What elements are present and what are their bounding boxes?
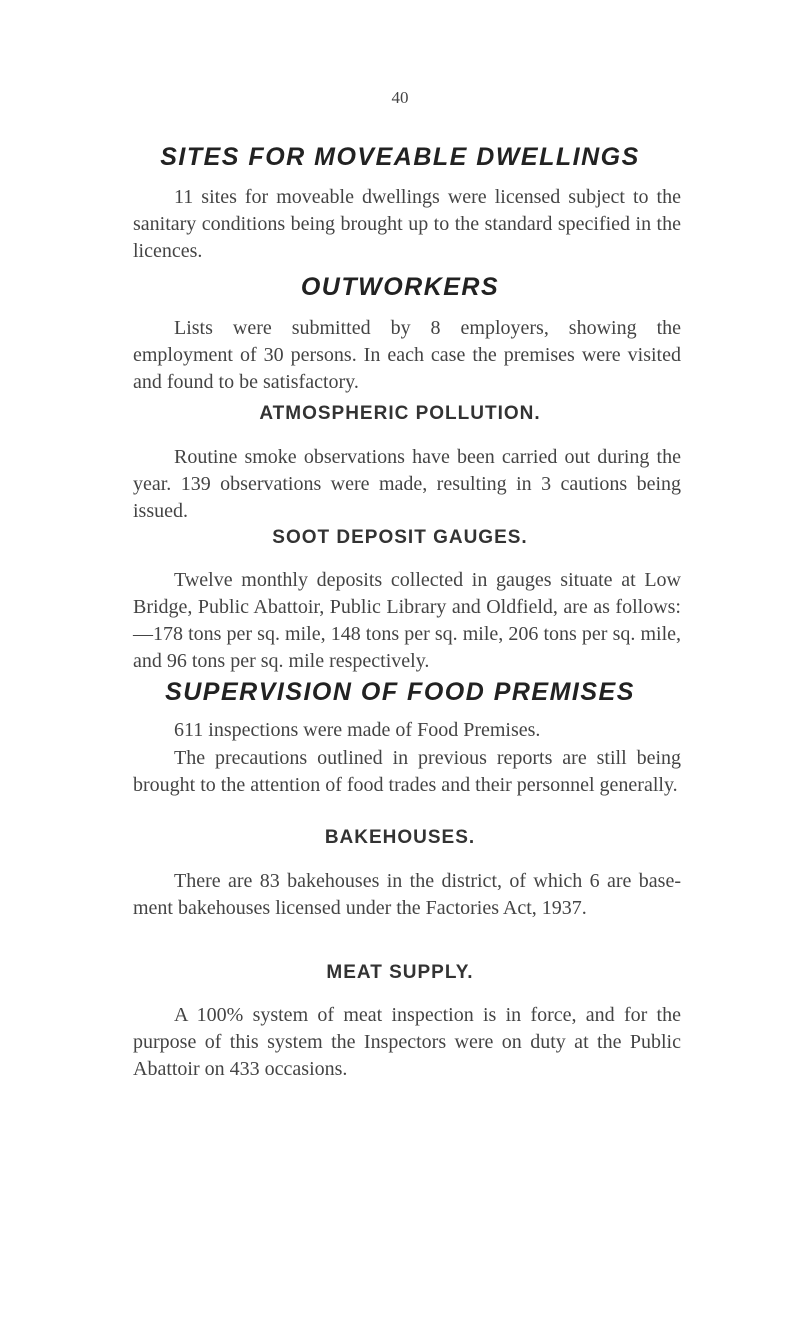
paragraph-sites: 11 sites for moveable dwellings were licensed subject to the sanitary conditions being brought up to the standard specified in the licences. xyxy=(133,186,681,262)
heading-outworkers: OUTWORKERS xyxy=(300,273,500,301)
paragraph-bakehouses: There are 83 bakehouses in the district, of which 6 are base-ment bakehouses licensed under the Factories Act, 1937. xyxy=(133,870,681,919)
heading-bakehouses: BAKEHOUSES. xyxy=(324,827,476,848)
heading-supervision-food-premises: SUPERVISION OF FOOD PREMISES xyxy=(165,678,635,706)
heading-atmospheric-pollution: ATMOSPHERIC POLLUTION. xyxy=(259,403,541,424)
paragraph-food-precautions: The precautions outlined in previous reports are still being brought to the attention of food trades and their personnel generally. xyxy=(133,747,681,796)
paragraph-outworkers: Lists were submitted by 8 employers, showing the employment of 30 persons. In each case the premises were visited and found to be satisfactory. xyxy=(133,317,681,393)
paragraph-atmospheric: Routine smoke observations have been carried out during the year. 139 observations were made, resulting in 3 cautions being issued. xyxy=(133,446,681,522)
heading-meat-supply: MEAT SUPPLY. xyxy=(326,962,474,983)
paragraph-soot: Twelve monthly deposits collected in gauges situate at Low Bridge, Public Abattoir, Public Library and Oldfield, are as follows:—178 tons per sq. mile, 148 tons per sq. mile, 206 tons per sq. mile, and 96 tons per sq. mile respectively. xyxy=(133,569,681,672)
page-number: 40 xyxy=(391,88,409,107)
paragraph-meat-supply: A 100% system of meat inspection is in force, and for the purpose of this system the Inspectors were on duty at the Public Abattoir on 433 occasions. xyxy=(133,1004,681,1080)
heading-sites-moveable-dwellings: SITES FOR MOVEABLE DWELLINGS xyxy=(160,143,640,171)
heading-soot-deposit-gauges: SOOT DEPOSIT GAUGES. xyxy=(272,527,528,548)
paragraph-food-inspections: 611 inspections were made of Food Premises. xyxy=(174,719,541,741)
